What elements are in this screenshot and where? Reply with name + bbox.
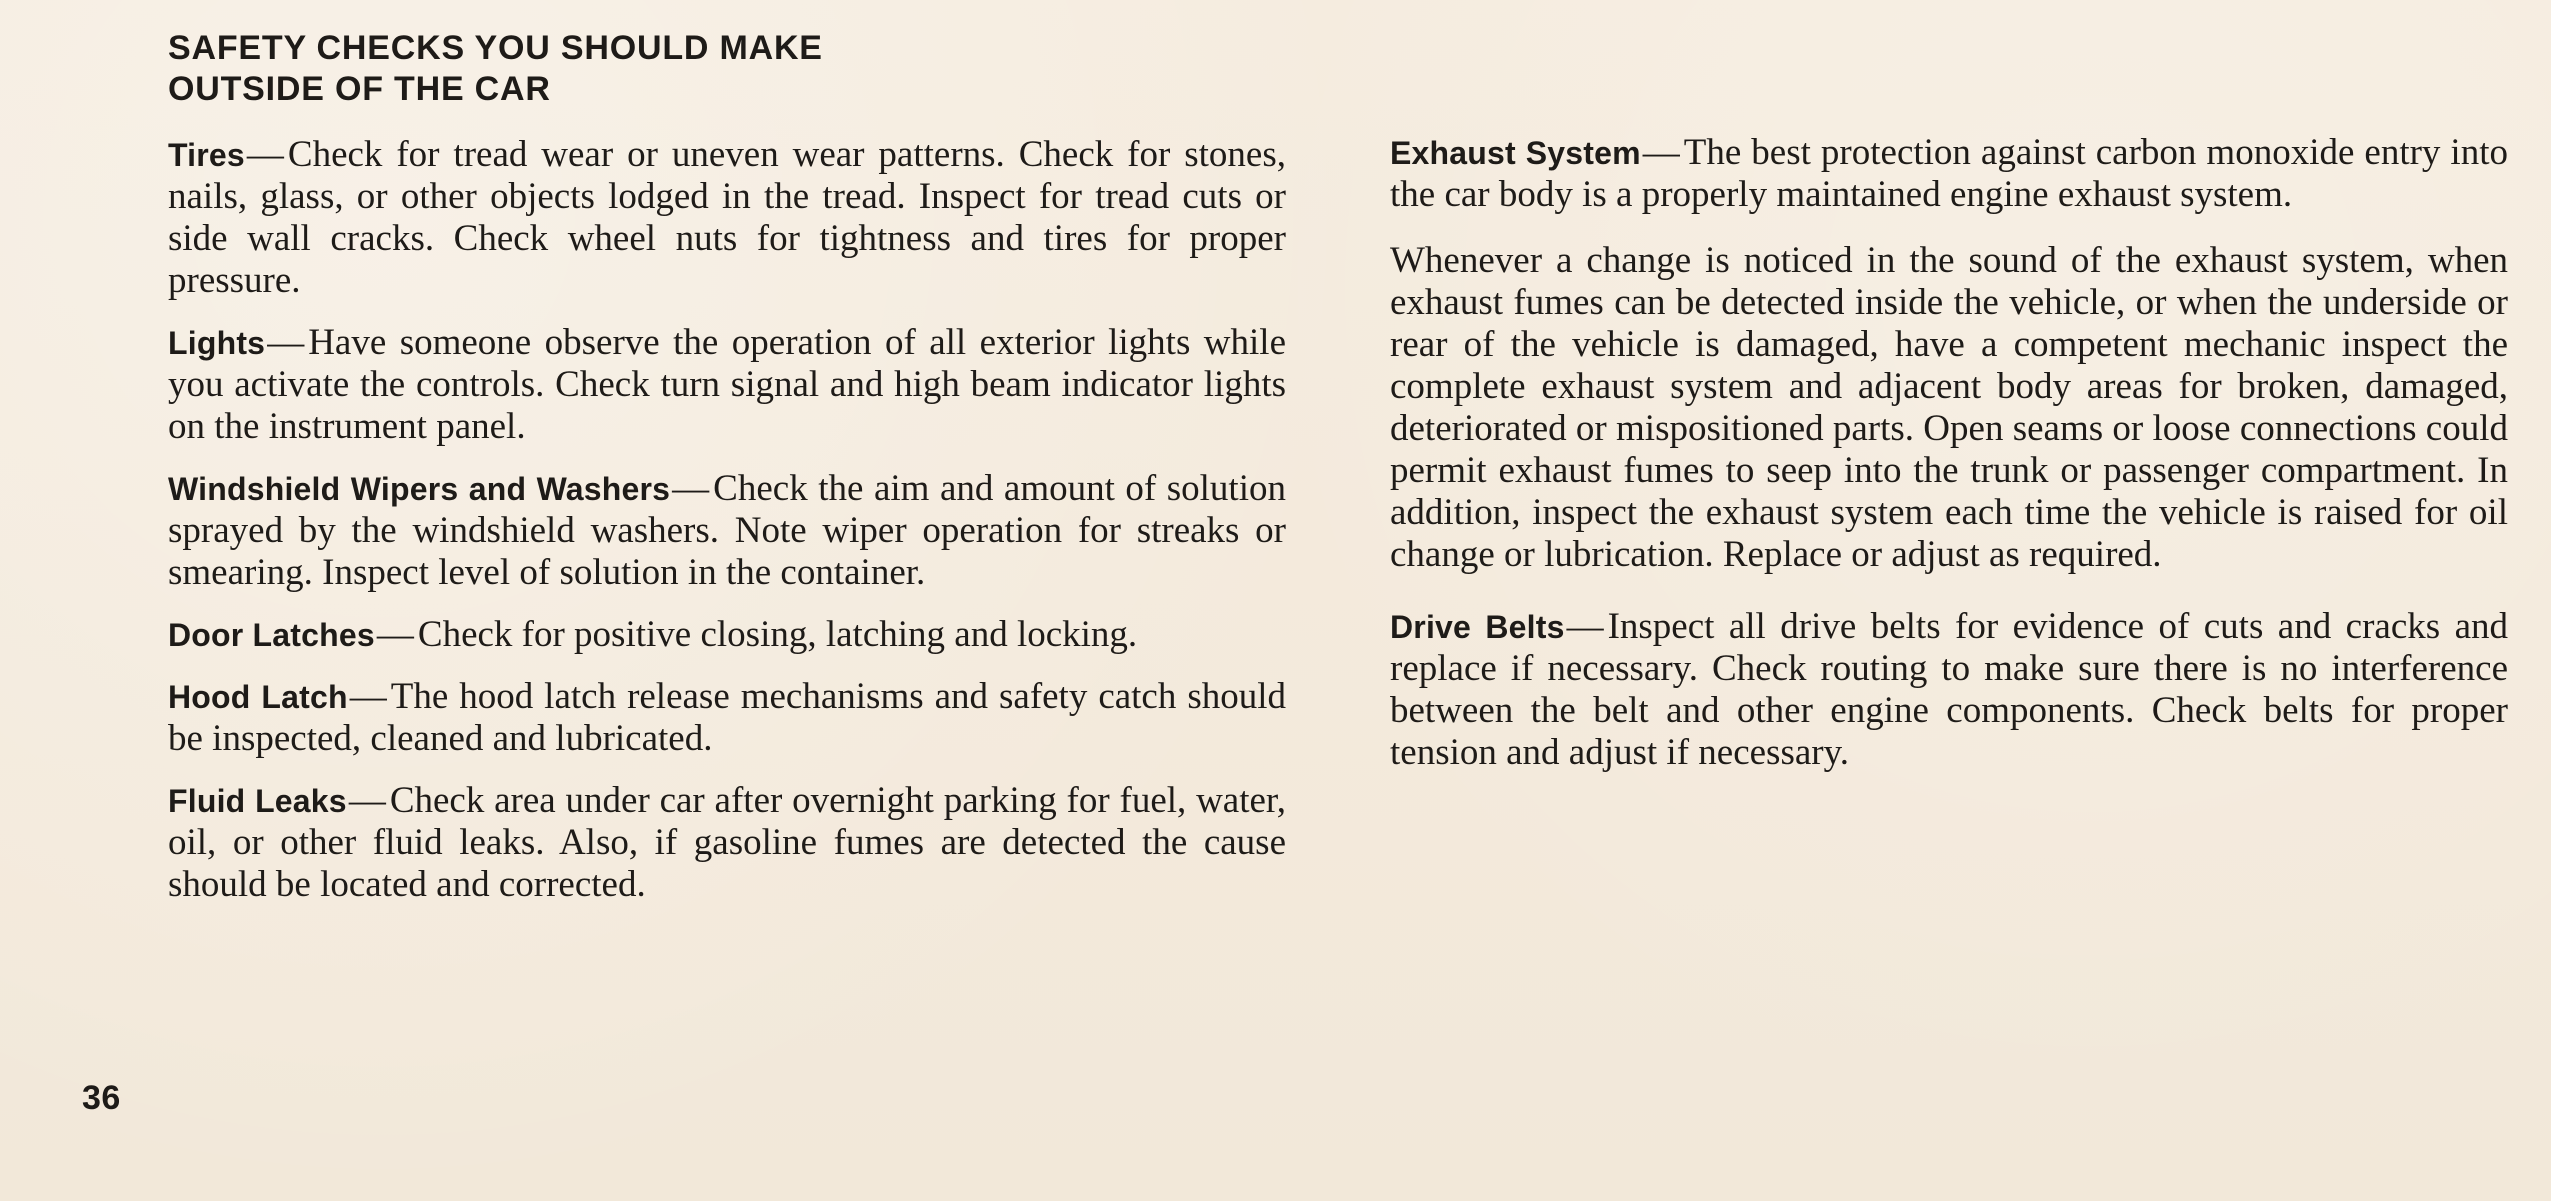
hood-latch-entry bbox=[168, 676, 1286, 760]
windshield-wipers-dash: — bbox=[672, 468, 710, 509]
exhaust-system-text: The best protection against carbon monoxide entry into the car body is a properly maintained engine exhaust system. bbox=[1390, 132, 2508, 215]
drive-belts-term: Drive Belts bbox=[1390, 609, 1565, 645]
exhaust-system-dash: — bbox=[1642, 132, 1680, 173]
exhaust-follow-up: Whenever a change is noticed in the sound of the exhaust system, when exhaust fumes can be detected inside the vehicle, or when the underside or rear of the vehicle is damaged, have a competent mechanic inspect the complete exhaust system and adjacent body areas for broken, damaged, deteriorated or mispositioned parts. Open seams or loose connections could permit exhaust fumes to seep into the trunk or passenger compartment. In addition, inspect the exhaust system each time the vehicle is raised for oil change or lubrication. Replace or adjust as required. bbox=[1390, 240, 2508, 575]
section-heading bbox=[168, 28, 1286, 110]
lights-term: Lights bbox=[168, 325, 266, 361]
fluid-leaks-text: Check area under car after overnight parking for fuel, water, oil, or other fluid leaks. Also, if gasoline fumes are detected the cause should be located and corrected. bbox=[168, 780, 1287, 905]
left-column bbox=[168, 28, 1286, 906]
tires-term: Tires bbox=[168, 137, 245, 173]
lights-dash: — bbox=[267, 322, 305, 363]
page-number: 36 bbox=[82, 1079, 121, 1117]
hood-latch-text: The hood latch release mechanisms and safety catch should be inspected, cleaned and lubricated. bbox=[168, 676, 1287, 759]
tires-text: Check for tread wear or uneven wear patterns. Check for stones, nails, glass, or other objects lodged in the tread. Inspect for tread cuts or side wall cracks. Check wheel nuts for tightness and tires for proper pressure. bbox=[168, 134, 1286, 301]
right-column bbox=[1390, 132, 2508, 774]
door-latches-dash: — bbox=[376, 614, 414, 655]
windshield-wipers-entry bbox=[168, 468, 1286, 594]
exhaust-system-entry bbox=[1390, 132, 2508, 216]
windshield-wipers-term: Windshield Wipers and Washers bbox=[168, 471, 671, 507]
fluid-leaks-dash: — bbox=[348, 780, 386, 821]
fluid-leaks-term: Fluid Leaks bbox=[168, 783, 347, 819]
drive-belts-text: Inspect all drive belts for evidence of cuts and cracks and replace if necessary. Check routing to make sure there is no interference between the belt and other engine components. Check belts for proper tension and adjust if necessary. bbox=[1390, 606, 2508, 773]
tires-dash: — bbox=[246, 134, 284, 175]
drive-belts-entry bbox=[1390, 606, 2508, 774]
door-latches-term: Door Latches bbox=[168, 617, 375, 653]
tires-entry bbox=[168, 134, 1286, 302]
section-heading-line-2: OUTSIDE OF THE CAR bbox=[168, 70, 551, 108]
drive-belts-dash: — bbox=[1566, 606, 1604, 647]
door-latches-entry bbox=[168, 614, 1286, 656]
hood-latch-term: Hood Latch bbox=[168, 679, 348, 715]
windshield-wipers-text: Check the aim and amount of solution sprayed by the windshield washers. Note wiper operation for streaks or smearing. Inspect level of solution in the container. bbox=[168, 468, 1286, 593]
lights-entry bbox=[168, 322, 1286, 448]
fluid-leaks-entry bbox=[168, 780, 1286, 906]
section-heading-line-1: SAFETY CHECKS YOU SHOULD MAKE bbox=[168, 29, 823, 67]
lights-text: Have someone observe the operation of all exterior lights while you activate the controls. Check turn signal and high beam indicator lights on the instrument panel. bbox=[168, 322, 1286, 447]
hood-latch-dash: — bbox=[349, 676, 387, 717]
exhaust-system-term: Exhaust System bbox=[1390, 135, 1641, 171]
door-latches-text: Check for positive closing, latching and locking. bbox=[417, 614, 1138, 655]
